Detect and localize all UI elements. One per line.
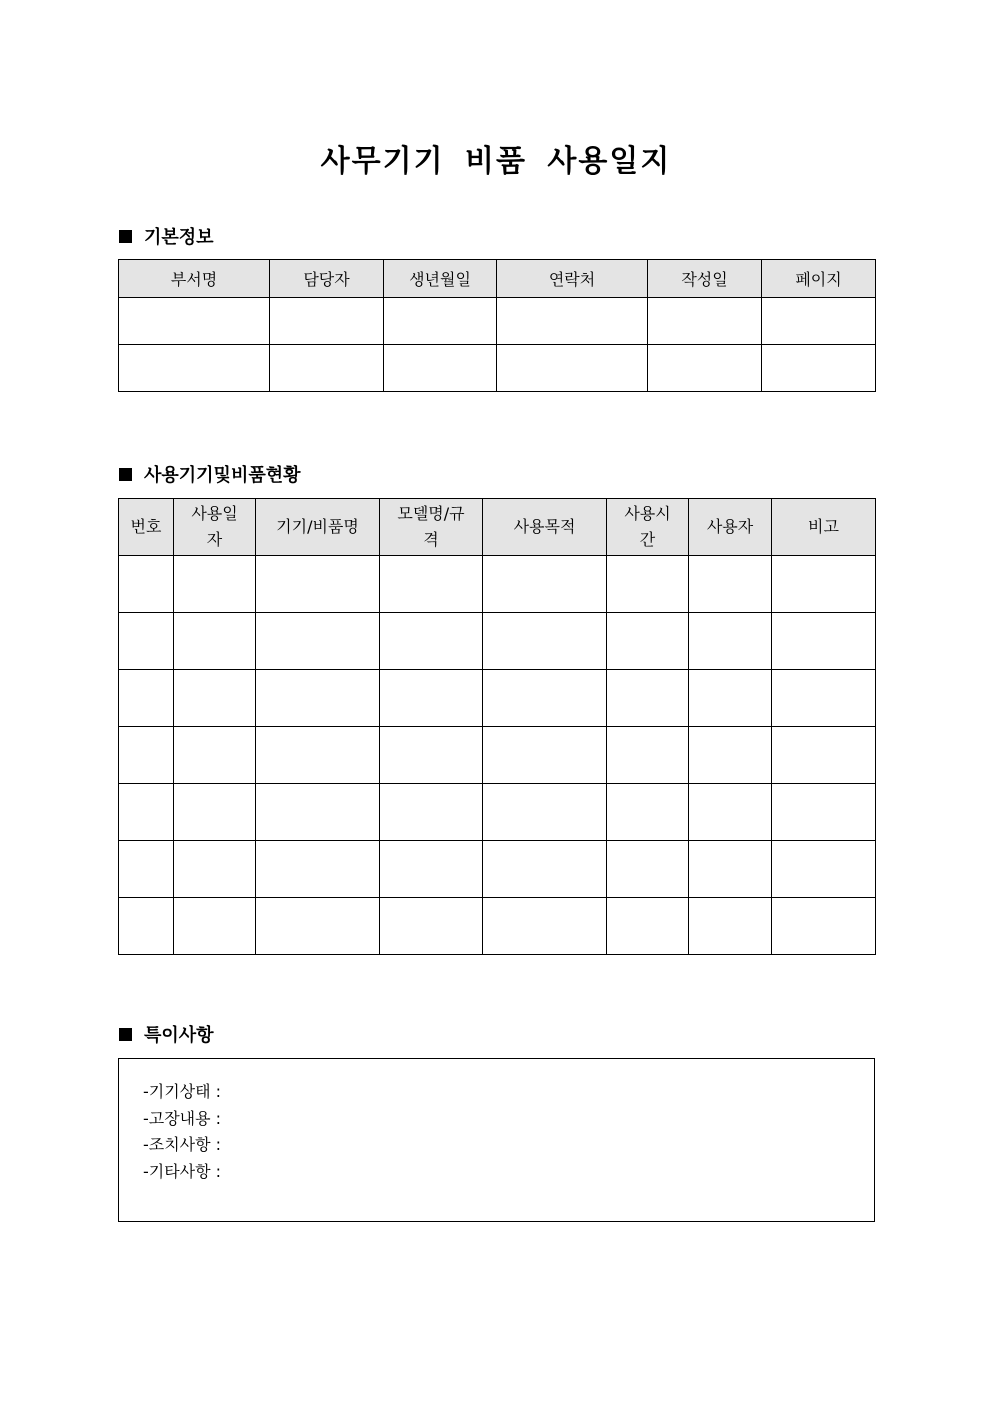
- square-bullet-icon: [119, 230, 132, 243]
- usage-heading: [119, 461, 301, 487]
- table-cell[interactable]: [689, 784, 772, 841]
- table-cell[interactable]: [119, 784, 174, 841]
- note-fault-details: -고장내용 :: [143, 1109, 222, 1128]
- header-use-time: [607, 499, 689, 556]
- header-department: 부서명: [119, 260, 270, 298]
- usage-table-body: [119, 556, 876, 955]
- table-cell[interactable]: [607, 556, 689, 613]
- table-cell[interactable]: [380, 841, 483, 898]
- header-number: 번호: [119, 499, 174, 556]
- table-cell[interactable]: [270, 298, 384, 345]
- table-cell[interactable]: [762, 298, 876, 345]
- table-cell[interactable]: [174, 670, 256, 727]
- table-cell[interactable]: [256, 556, 380, 613]
- table-cell[interactable]: [483, 784, 607, 841]
- table-cell[interactable]: [497, 298, 648, 345]
- table-cell[interactable]: [607, 727, 689, 784]
- square-bullet-icon: [119, 468, 132, 481]
- header-equipment-name: 기기/비품명: [256, 499, 380, 556]
- header-use-time-label: 사용시간: [624, 504, 671, 549]
- basic-info-heading-label: 기본정보: [144, 227, 214, 248]
- table-header-row: [119, 499, 876, 556]
- notes-heading: [119, 1021, 214, 1047]
- basic-info-heading: [119, 223, 214, 249]
- table-cell[interactable]: [256, 613, 380, 670]
- table-cell[interactable]: [772, 727, 876, 784]
- note-action-taken: -조치사항 :: [143, 1135, 222, 1154]
- header-model-spec-label: 모델명/규격: [397, 504, 465, 549]
- header-purpose: 사용목적: [483, 499, 607, 556]
- table-cell[interactable]: [174, 841, 256, 898]
- note-equipment-status: -기기상태 :: [143, 1082, 222, 1101]
- header-manager: 담당자: [270, 260, 384, 298]
- table-cell[interactable]: [497, 345, 648, 392]
- table-cell[interactable]: [689, 670, 772, 727]
- table-cell[interactable]: [772, 784, 876, 841]
- table-cell[interactable]: [256, 670, 380, 727]
- table-cell[interactable]: [483, 727, 607, 784]
- table-cell[interactable]: [380, 556, 483, 613]
- table-cell[interactable]: [256, 841, 380, 898]
- table-cell[interactable]: [648, 345, 762, 392]
- table-cell[interactable]: [380, 898, 483, 955]
- table-row: [119, 556, 876, 613]
- table-cell[interactable]: [380, 784, 483, 841]
- header-model-spec: [380, 499, 483, 556]
- header-use-date-label: 사용일자: [191, 504, 238, 549]
- table-row: [119, 613, 876, 670]
- table-row: [119, 345, 876, 392]
- table-cell[interactable]: [119, 345, 270, 392]
- page-title: 사무기기 비품 사용일지: [320, 144, 672, 179]
- table-cell[interactable]: [483, 613, 607, 670]
- table-cell[interactable]: [380, 670, 483, 727]
- table-cell[interactable]: [607, 670, 689, 727]
- table-cell[interactable]: [689, 898, 772, 955]
- table-cell[interactable]: [119, 613, 174, 670]
- square-bullet-icon: [119, 1028, 132, 1041]
- table-cell[interactable]: [119, 841, 174, 898]
- table-cell[interactable]: [689, 556, 772, 613]
- header-birthdate: 생년월일: [384, 260, 497, 298]
- table-cell[interactable]: [607, 898, 689, 955]
- notes-heading-label: 특이사항: [144, 1025, 214, 1046]
- table-cell[interactable]: [607, 613, 689, 670]
- table-cell[interactable]: [174, 613, 256, 670]
- table-cell[interactable]: [174, 784, 256, 841]
- header-page: 페이지: [762, 260, 876, 298]
- table-cell[interactable]: [689, 841, 772, 898]
- table-cell[interactable]: [174, 727, 256, 784]
- table-cell[interactable]: [256, 784, 380, 841]
- table-cell[interactable]: [380, 727, 483, 784]
- basic-info-table: [118, 259, 876, 392]
- table-cell[interactable]: [119, 298, 270, 345]
- table-cell[interactable]: [119, 556, 174, 613]
- table-cell[interactable]: [607, 841, 689, 898]
- table-cell[interactable]: [772, 898, 876, 955]
- table-cell[interactable]: [380, 613, 483, 670]
- table-row: [119, 898, 876, 955]
- table-cell[interactable]: [119, 727, 174, 784]
- table-cell[interactable]: [483, 670, 607, 727]
- table-cell[interactable]: [270, 345, 384, 392]
- header-use-date: [174, 499, 256, 556]
- table-cell[interactable]: [689, 613, 772, 670]
- table-row: [119, 670, 876, 727]
- table-row: [119, 784, 876, 841]
- usage-heading-label: 사용기기및비품현황: [144, 465, 301, 486]
- table-cell[interactable]: [483, 898, 607, 955]
- table-cell[interactable]: [256, 727, 380, 784]
- usage-table: [118, 498, 876, 955]
- header-contact: 연락처: [497, 260, 648, 298]
- table-cell[interactable]: [256, 898, 380, 955]
- table-cell[interactable]: [119, 670, 174, 727]
- header-written-date: 작성일: [648, 260, 762, 298]
- table-row: [119, 727, 876, 784]
- table-cell[interactable]: [483, 841, 607, 898]
- table-cell[interactable]: [174, 556, 256, 613]
- table-cell[interactable]: [772, 613, 876, 670]
- table-cell[interactable]: [119, 898, 174, 955]
- table-cell[interactable]: [689, 727, 772, 784]
- table-cell[interactable]: [772, 841, 876, 898]
- table-cell[interactable]: [648, 298, 762, 345]
- table-row: [119, 298, 876, 345]
- table-cell[interactable]: [384, 345, 497, 392]
- table-header-row: [119, 260, 876, 298]
- table-cell[interactable]: [483, 556, 607, 613]
- table-cell[interactable]: [174, 898, 256, 955]
- notes-box[interactable]: [118, 1058, 875, 1222]
- header-user: 사용자: [689, 499, 772, 556]
- table-cell[interactable]: [384, 298, 497, 345]
- table-cell[interactable]: [772, 556, 876, 613]
- table-cell[interactable]: [607, 784, 689, 841]
- table-row: [119, 841, 876, 898]
- note-other-matters: -기타사항 :: [143, 1162, 222, 1181]
- table-cell[interactable]: [762, 345, 876, 392]
- header-remarks: 비고: [772, 499, 876, 556]
- table-cell[interactable]: [772, 670, 876, 727]
